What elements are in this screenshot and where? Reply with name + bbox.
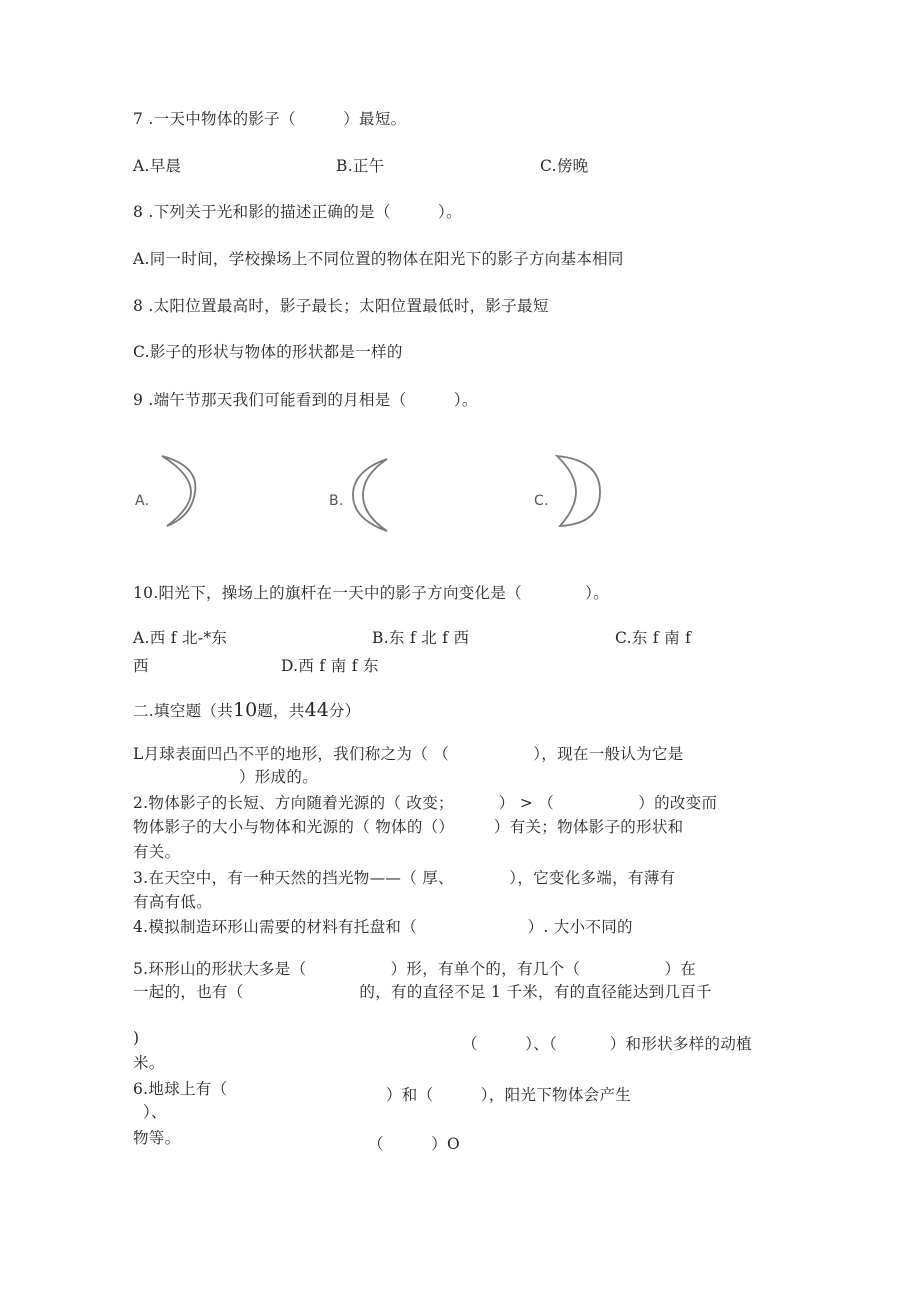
waning-crescent-moon-icon[interactable] [155,452,205,530]
q10-option-d[interactable]: D.西 f 南 f 东 [281,657,379,675]
fill-q6-line2: ）、 [143,1103,167,1121]
fill-q2-line2: 物体影子的大小与物体和光源的（ 物体的（） ）有关；物体影子的形状和 [133,818,684,836]
q9-option-b-label[interactable]: B. [329,493,344,509]
fill-q3-line1: 3.在天空中，有一种天然的挡光物——（ 厚、 ），它变化多端，有薄有 [133,869,676,887]
q8-option-b[interactable]: 8 .太阳位置最高时，影子最长；太阳位置最低时，影子最短 [133,297,549,315]
fill-q2-line1: 2.物体影子的长短、方向随着光源的（ 改变； ） > （ ）的改变而 [133,794,718,812]
q10-stem: 10.阳光下，操场上的旗杆在一天中的影子方向变化是（ ）。 [133,584,610,602]
section-heading: 二.填空题（共10题，共44分） [133,699,361,721]
fill-q5-line3: ) [133,1029,140,1047]
q7-option-c[interactable]: C.傍晚 [540,157,589,175]
q10-option-c-wrap: 西 [133,657,149,675]
q8-option-c[interactable]: C.影子的形状与物体的形状都是一样的 [133,343,403,361]
fill-q6-line3-blank: （ ）O [368,1135,461,1153]
fill-q4: 4.模拟制造环形山需要的材料有托盘和（ ）. 大小不同的 [133,918,633,936]
fill-q5-line2: 一起的，也有（ 的，有的直径不足 1 千米，有的直径能达到几百千 [133,983,712,1001]
waxing-crescent-moon-icon[interactable] [347,455,395,535]
fill-q2-line3: 有关。 [133,843,181,861]
fill-q5-line1: 5.环形山的形状大多是（ ）形，有单个的，有几个（ ）在 [133,960,697,978]
q9-stem: 9 .端午节那天我们可能看到的月相是（ ）。 [133,391,478,409]
fill-q1-line1: L月球表面凹凸不平的地形，我们称之为（ （ ），现在一般认为它是 [133,745,684,763]
q7-option-b[interactable]: B.正午 [336,157,385,175]
q9-option-a-label[interactable]: A. [135,493,150,509]
gibbous-moon-icon[interactable] [552,452,604,530]
fill-q1-line2: ）形成的。 [239,768,319,786]
fill-q6-line3: 物等。 [133,1129,181,1147]
total-score: 44 [304,699,329,721]
q9-option-c-label[interactable]: C. [534,493,549,509]
fill-q3-line2: 有高有低。 [133,893,213,911]
q8-stem: 8 .下列关于光和影的描述正确的是（ ）。 [133,203,462,221]
q7-option-a[interactable]: A.早晨 [133,157,182,175]
fill-q6-line1-rest: ）和（ ），阳光下物体会产生 [386,1086,632,1104]
q7-stem: 7 .一天中物体的影子（ ）最短。 [133,110,407,128]
q10-option-c[interactable]: C.东 f 南 f [615,629,692,647]
q8-option-a[interactable]: A.同一时间，学校操场上不同位置的物体在阳光下的影子方向基本相同 [133,250,624,268]
q10-option-a[interactable]: A.西 f 北-*东 [133,629,228,647]
fill-q5-line4: 米。 [133,1054,165,1072]
fill-q6-line1: 6.地球上有（ [133,1080,228,1098]
q10-option-b[interactable]: B.东 f 北 f 西 [372,629,470,647]
fill-q5-line3-blanks: （ ）、（ ）和形状多样的动植 [462,1035,752,1053]
question-count: 10 [233,699,258,721]
